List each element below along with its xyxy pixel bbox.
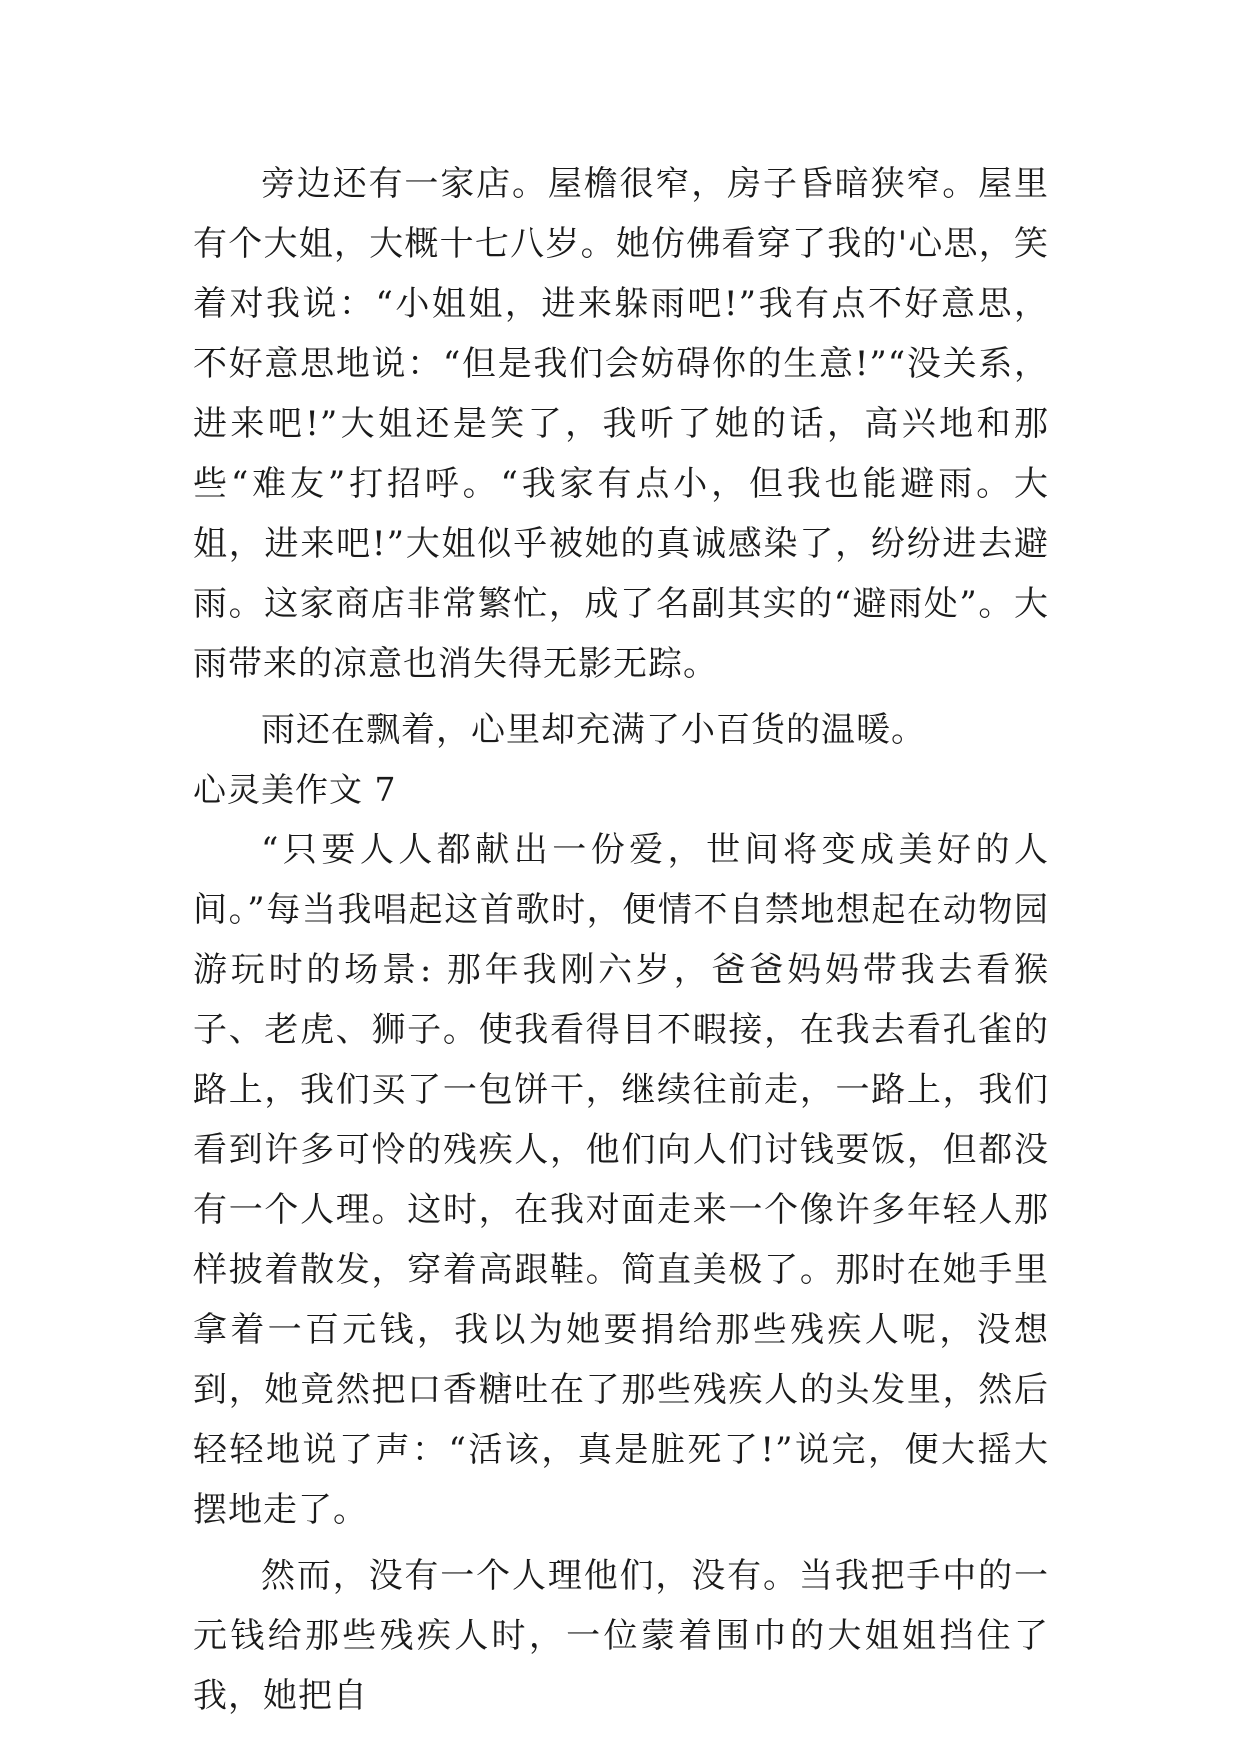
paragraph-continuation: 然而，没有一个人理他们，没有。当我把手中的一元钱给那些残疾人时，一位蒙着围巾的大姐姐挡住了我，她把自: [193, 1556, 1049, 1716]
paragraph-rain-warmth: 雨还在飘着，心里却充满了小百货的温暖。: [261, 710, 926, 750]
paragraph-shop-story: 旁边还有一家店。屋檐很窄，房子昏暗狭窄。屋里有个大姐，大概十七八岁。她仿佛看穿了我的'心思，笑着对我说：“小姐姐，进来躲雨吧!”我有点不好意思，不好意思地说：“但是我们会妨碍你的生意!”“没关系，进来吧!”大姐还是笑了，我听了她的话，高兴地和那些“难友”打招呼。“我家有点小，但我也能避雨。大姐，进来吧!”大姐似乎被她的真诚感染了，纷纷进去避雨。这家商店非常繁忙，成了名副其实的“避雨处”。大雨带来的凉意也消失得无影无踪。: [193, 164, 1049, 684]
paragraph-zoo-memory: “只要人人都献出一份爱，世间将变成美好的人间。”每当我唱起这首歌时，便情不自禁地想起在动物园游玩时的场景: 那年我刚六岁，爸爸妈妈带我去看猴子、老虎、狮子。使我看得目不暇接，在我去看孔雀的路上，我们买了一包饼干，继续往前走，一路上，我们看到许多可怜的残疾人，他们向人们讨钱要饭，但都没有一个人理。这时，在我对面走来一个像许多年轻人那样披着散发，穿着高跟鞋。简直美极了。那时在她手里拿着一百元钱，我以为她要捐给那些残疾人呢，没想到，她竟然把口香糖吐在了那些残疾人的头发里，然后轻轻地说了声：“活该，真是脏死了!”说完，便大摇大摆地走了。: [193, 830, 1049, 1530]
document-body: [193, 154, 1049, 1726]
section-title: 心灵美作文 7: [193, 770, 397, 809]
